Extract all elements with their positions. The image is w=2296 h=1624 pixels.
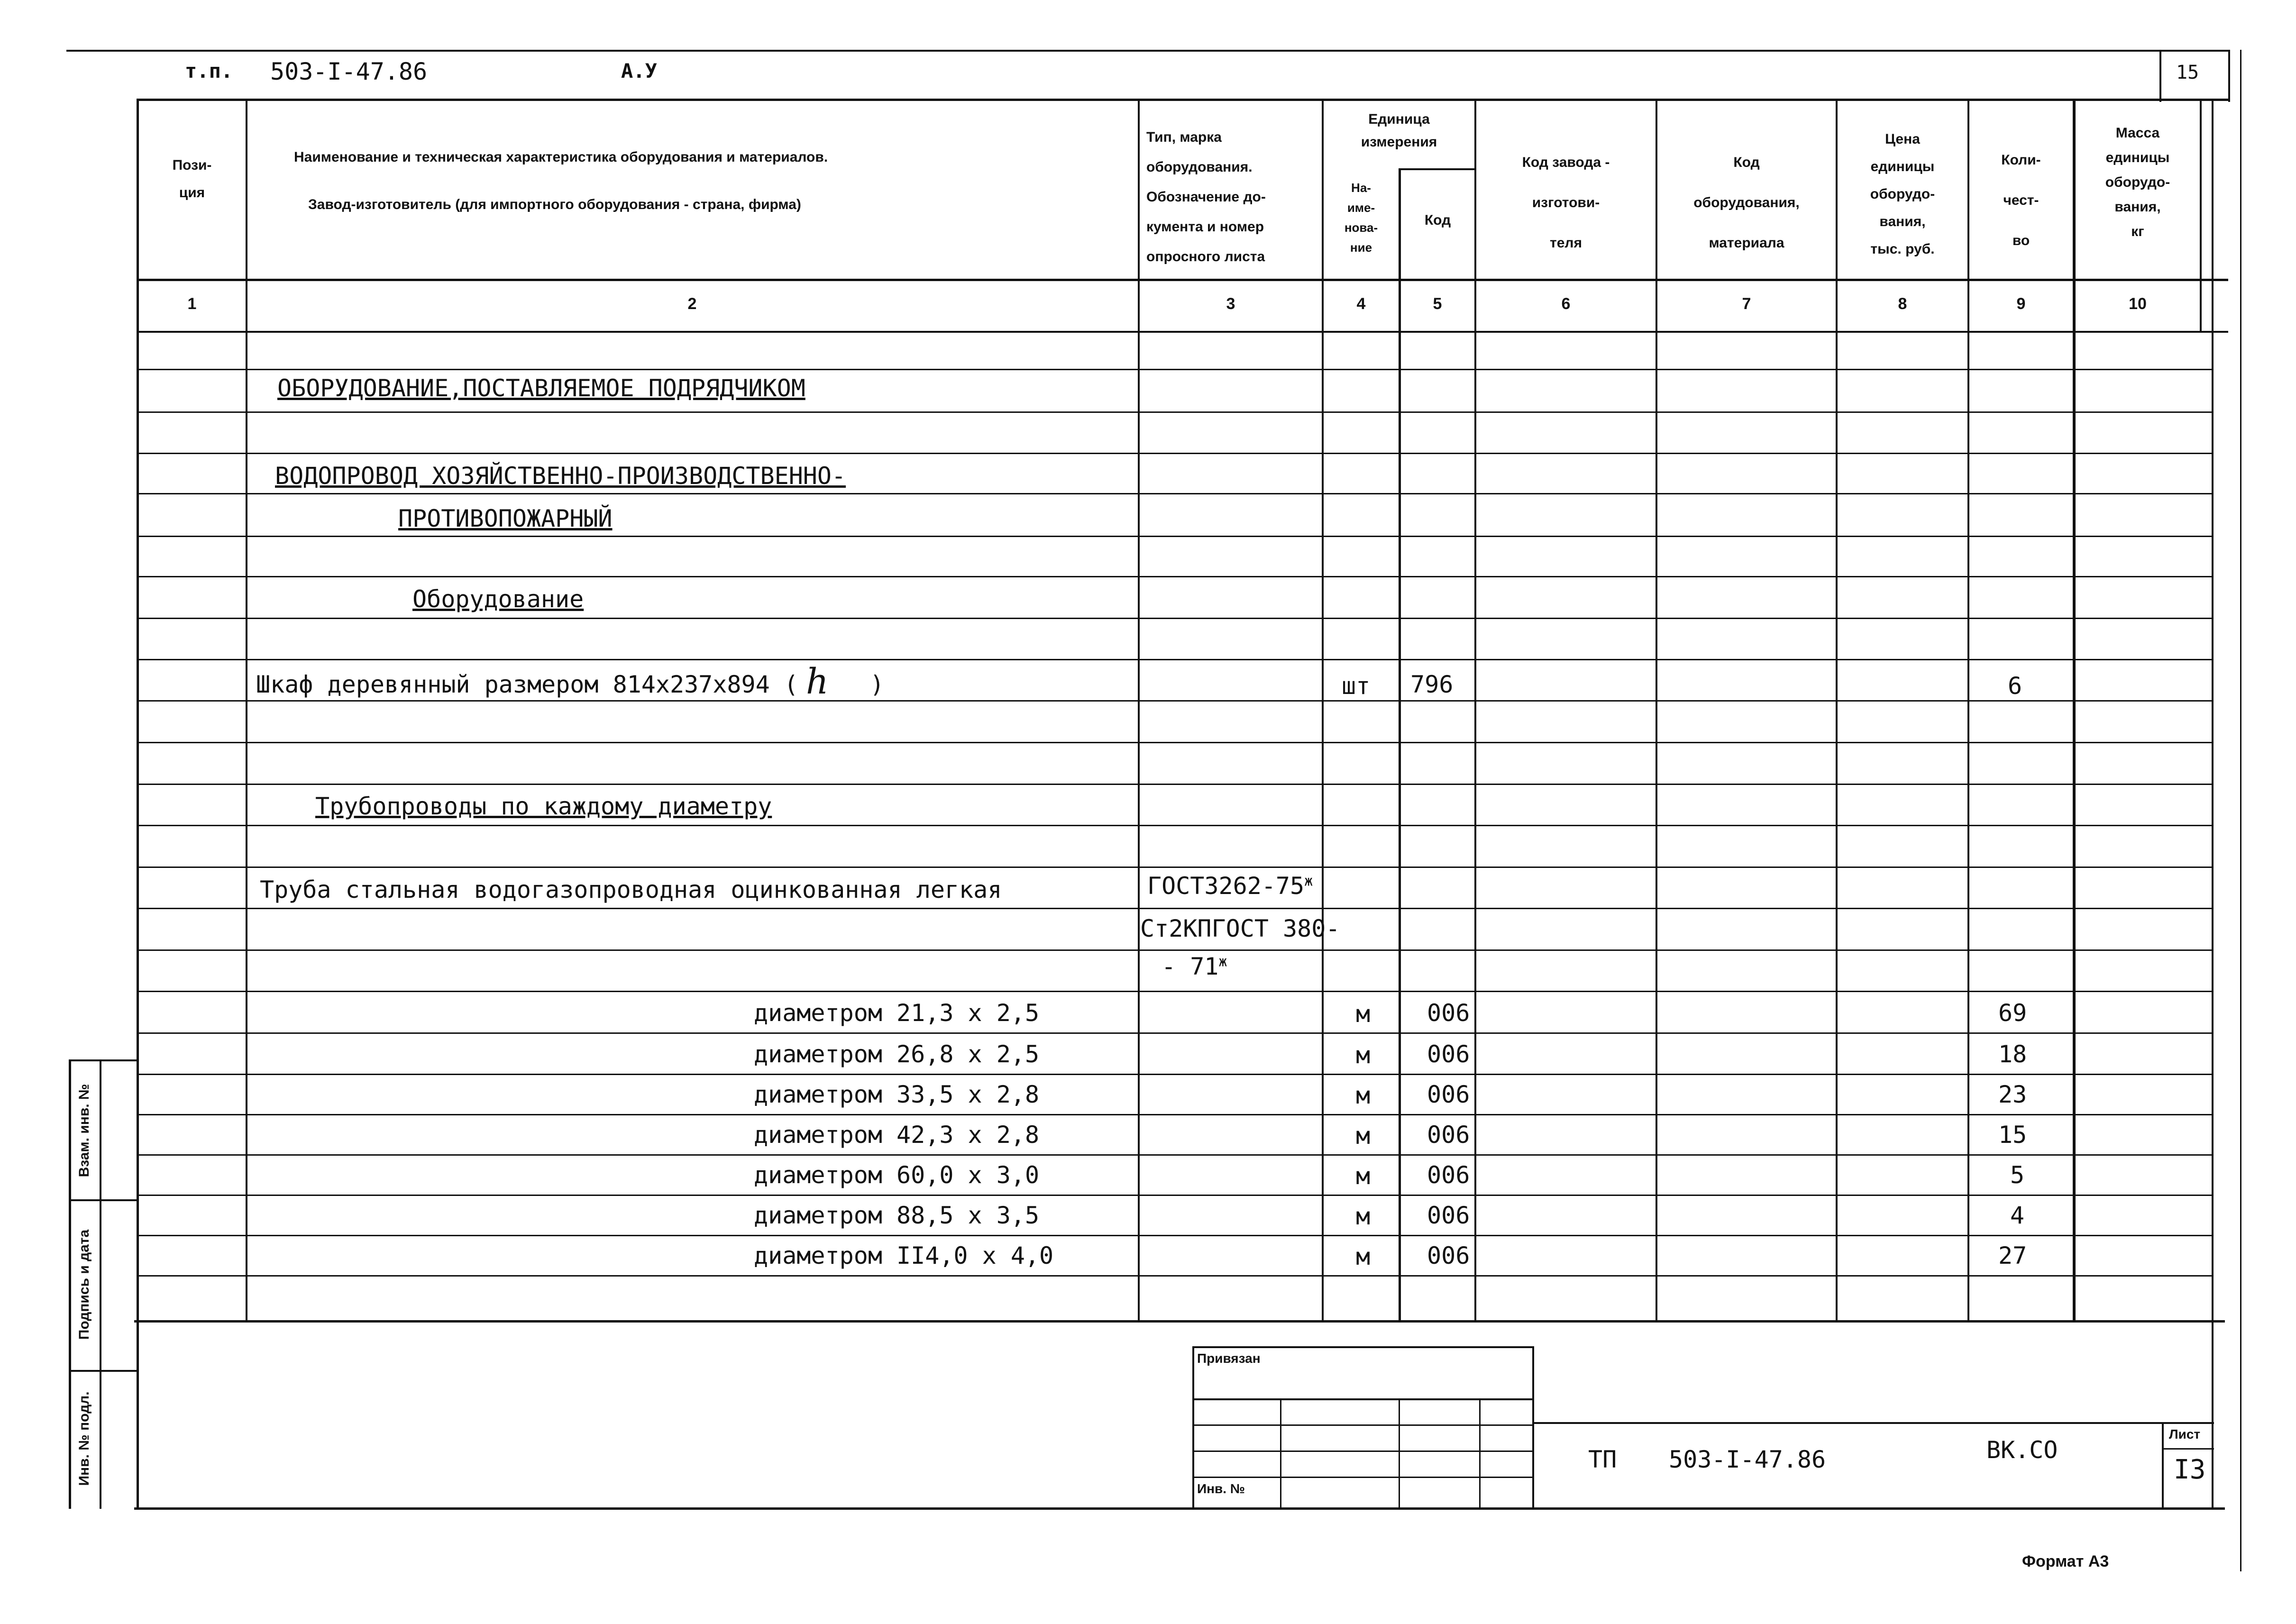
pipe-standard-1-text: ГОСТ3262-75 — [1147, 872, 1305, 900]
table-row-name: диаметром 21,3 х 2,5 — [754, 999, 1040, 1027]
pipe-standard-1-sup: ж — [1304, 873, 1313, 890]
stamp-linked-label: Привязан — [1197, 1351, 1261, 1366]
col-number: 9 — [2016, 295, 2026, 313]
col-name-header-1: Наименование и техническая характеристика оборудования и материалов. — [294, 149, 828, 165]
pipe-standard-1 — [1147, 872, 1313, 900]
table-row-name: диаметром II4,0 х 4,0 — [754, 1242, 1054, 1269]
table-row-qty: 23 — [1998, 1081, 2027, 1108]
table-row-name: диаметром 88,5 х 3,5 — [754, 1202, 1040, 1229]
cabinet-mark: h — [806, 661, 829, 702]
col-number: 4 — [1356, 295, 1366, 313]
table-row-code: 006 — [1427, 1040, 1470, 1068]
pipe-name: Труба стальная водогазопроводная оцинкованная легкая — [260, 876, 1002, 903]
col-number: 3 — [1226, 295, 1235, 313]
col-number: 2 — [687, 295, 697, 313]
cabinet-code: 796 — [1410, 671, 1454, 698]
table-row-qty: 4 — [2010, 1202, 2025, 1229]
col-unit-name-header: На- име- нова- ние — [1344, 181, 1378, 255]
table-row-qty: 18 — [1998, 1040, 2027, 1068]
col-number: 1 — [187, 295, 197, 313]
table-row-unit: м — [1356, 1122, 1371, 1150]
section-equipment: Оборудование — [412, 585, 584, 613]
table-row-code: 006 — [1427, 999, 1470, 1027]
pipe-standard-2: Ст2КПГОСТ 380- — [1140, 915, 1340, 942]
table-row-name: диаметром 42,3 х 2,8 — [754, 1121, 1040, 1149]
title-tp: ТП — [1588, 1446, 1617, 1473]
sheet-corner: 15 — [2176, 62, 2199, 83]
col-number: 10 — [2129, 295, 2147, 313]
col-factory-code-header: Код завода - изготови- теля — [1522, 155, 1610, 251]
table-row-code: 006 — [1427, 1202, 1470, 1229]
col-name-header-2: Завод-изготовитель (для импортного оборудования - страна, фирма) — [308, 197, 801, 212]
table-row-code: 006 — [1427, 1161, 1470, 1189]
table-row-qty: 15 — [1998, 1121, 2027, 1149]
title-sheet-label: Лист — [2169, 1427, 2201, 1442]
col-number: 5 — [1433, 295, 1442, 313]
col-number: 7 — [1742, 295, 1751, 313]
cabinet-unit: шт — [1342, 672, 1371, 700]
table-row-qty: 69 — [1998, 999, 2027, 1027]
table-row-unit: м — [1356, 1243, 1371, 1270]
table-row-unit: м — [1356, 1000, 1371, 1028]
cabinet-qty: 6 — [2008, 672, 2022, 700]
pipe-standard-3 — [1162, 953, 1227, 980]
table-row-unit: м — [1356, 1041, 1371, 1069]
cabinet-close-paren: ) — [870, 671, 885, 698]
table-row-unit: м — [1356, 1162, 1371, 1190]
col-quantity-header: Коли- чест- во — [2001, 152, 2041, 248]
col-price-header: Цена единицы оборудо- вания, тыс. руб. — [1870, 131, 1935, 257]
table-row-unit: м — [1356, 1203, 1371, 1230]
col-type-header: Тип, марка оборудования. Обозначение до- кумента и номер опросного листа — [1146, 129, 1266, 265]
format-label: Формат А3 — [2022, 1552, 2109, 1570]
pipe-standard-3-text: - 71 — [1162, 953, 1219, 980]
stamp-inventory-label: Инв. № — [1197, 1481, 1245, 1496]
table-row-code: 006 — [1427, 1242, 1470, 1269]
col-position-header: Пози- ция — [172, 157, 212, 201]
tp-label: т.п. — [185, 59, 233, 82]
title-mark: ВК.СО — [1986, 1436, 2058, 1464]
col-unit-code-header: Код — [1424, 212, 1451, 228]
table-row-code: 006 — [1427, 1121, 1470, 1149]
table-row-unit: м — [1356, 1082, 1371, 1109]
title-doc-code: 503-I-47.86 — [1669, 1446, 1826, 1473]
col-number: 8 — [1898, 295, 1907, 313]
table-row-name: диаметром 26,8 х 2,5 — [754, 1040, 1040, 1068]
section-water-supply-2: ПРОТИВОПОЖАРНЫЙ — [398, 505, 613, 532]
table-row-name: диаметром 60,0 х 3,0 — [754, 1161, 1040, 1189]
side-signature-date: Подпись и дата — [76, 1229, 92, 1340]
side-original-inventory: Инв. № подл. — [76, 1391, 92, 1486]
table-row-code: 006 — [1427, 1081, 1470, 1108]
side-replacement-inventory: Взам. инв. № — [76, 1084, 92, 1177]
col-number: 6 — [1561, 295, 1571, 313]
cabinet-name: Шкаф деревянный размером 814х237х894 ( — [256, 671, 798, 698]
table-row-qty: 5 — [2010, 1161, 2025, 1189]
table-row-qty: 27 — [1998, 1242, 2027, 1269]
col-equipment-code-header: Код оборудования, материала — [1693, 155, 1800, 251]
table-row-name: диаметром 33,5 х 2,8 — [754, 1081, 1040, 1108]
doc-code: 503-I-47.86 — [270, 58, 428, 85]
section-pipelines: Трубопроводы по каждому диаметру — [315, 793, 772, 820]
album-label: А.У — [621, 59, 657, 82]
col-unit-group-header: Единица измерения — [1361, 111, 1437, 150]
section-water-supply-1: ВОДОПРОВОД ХОЗЯЙСТВЕННО-ПРОИЗВОДСТВЕННО- — [275, 462, 846, 490]
pipe-standard-3-sup: ж — [1218, 953, 1227, 970]
col-mass-header: Масса единицы оборудо- вания, кг — [2105, 125, 2170, 239]
title-sheet-number: I3 — [2174, 1454, 2206, 1485]
section-contractor-equipment: ОБОРУДОВАНИЕ,ПОСТАВЛЯЕМОЕ ПОДРЯДЧИКОМ — [277, 374, 805, 402]
